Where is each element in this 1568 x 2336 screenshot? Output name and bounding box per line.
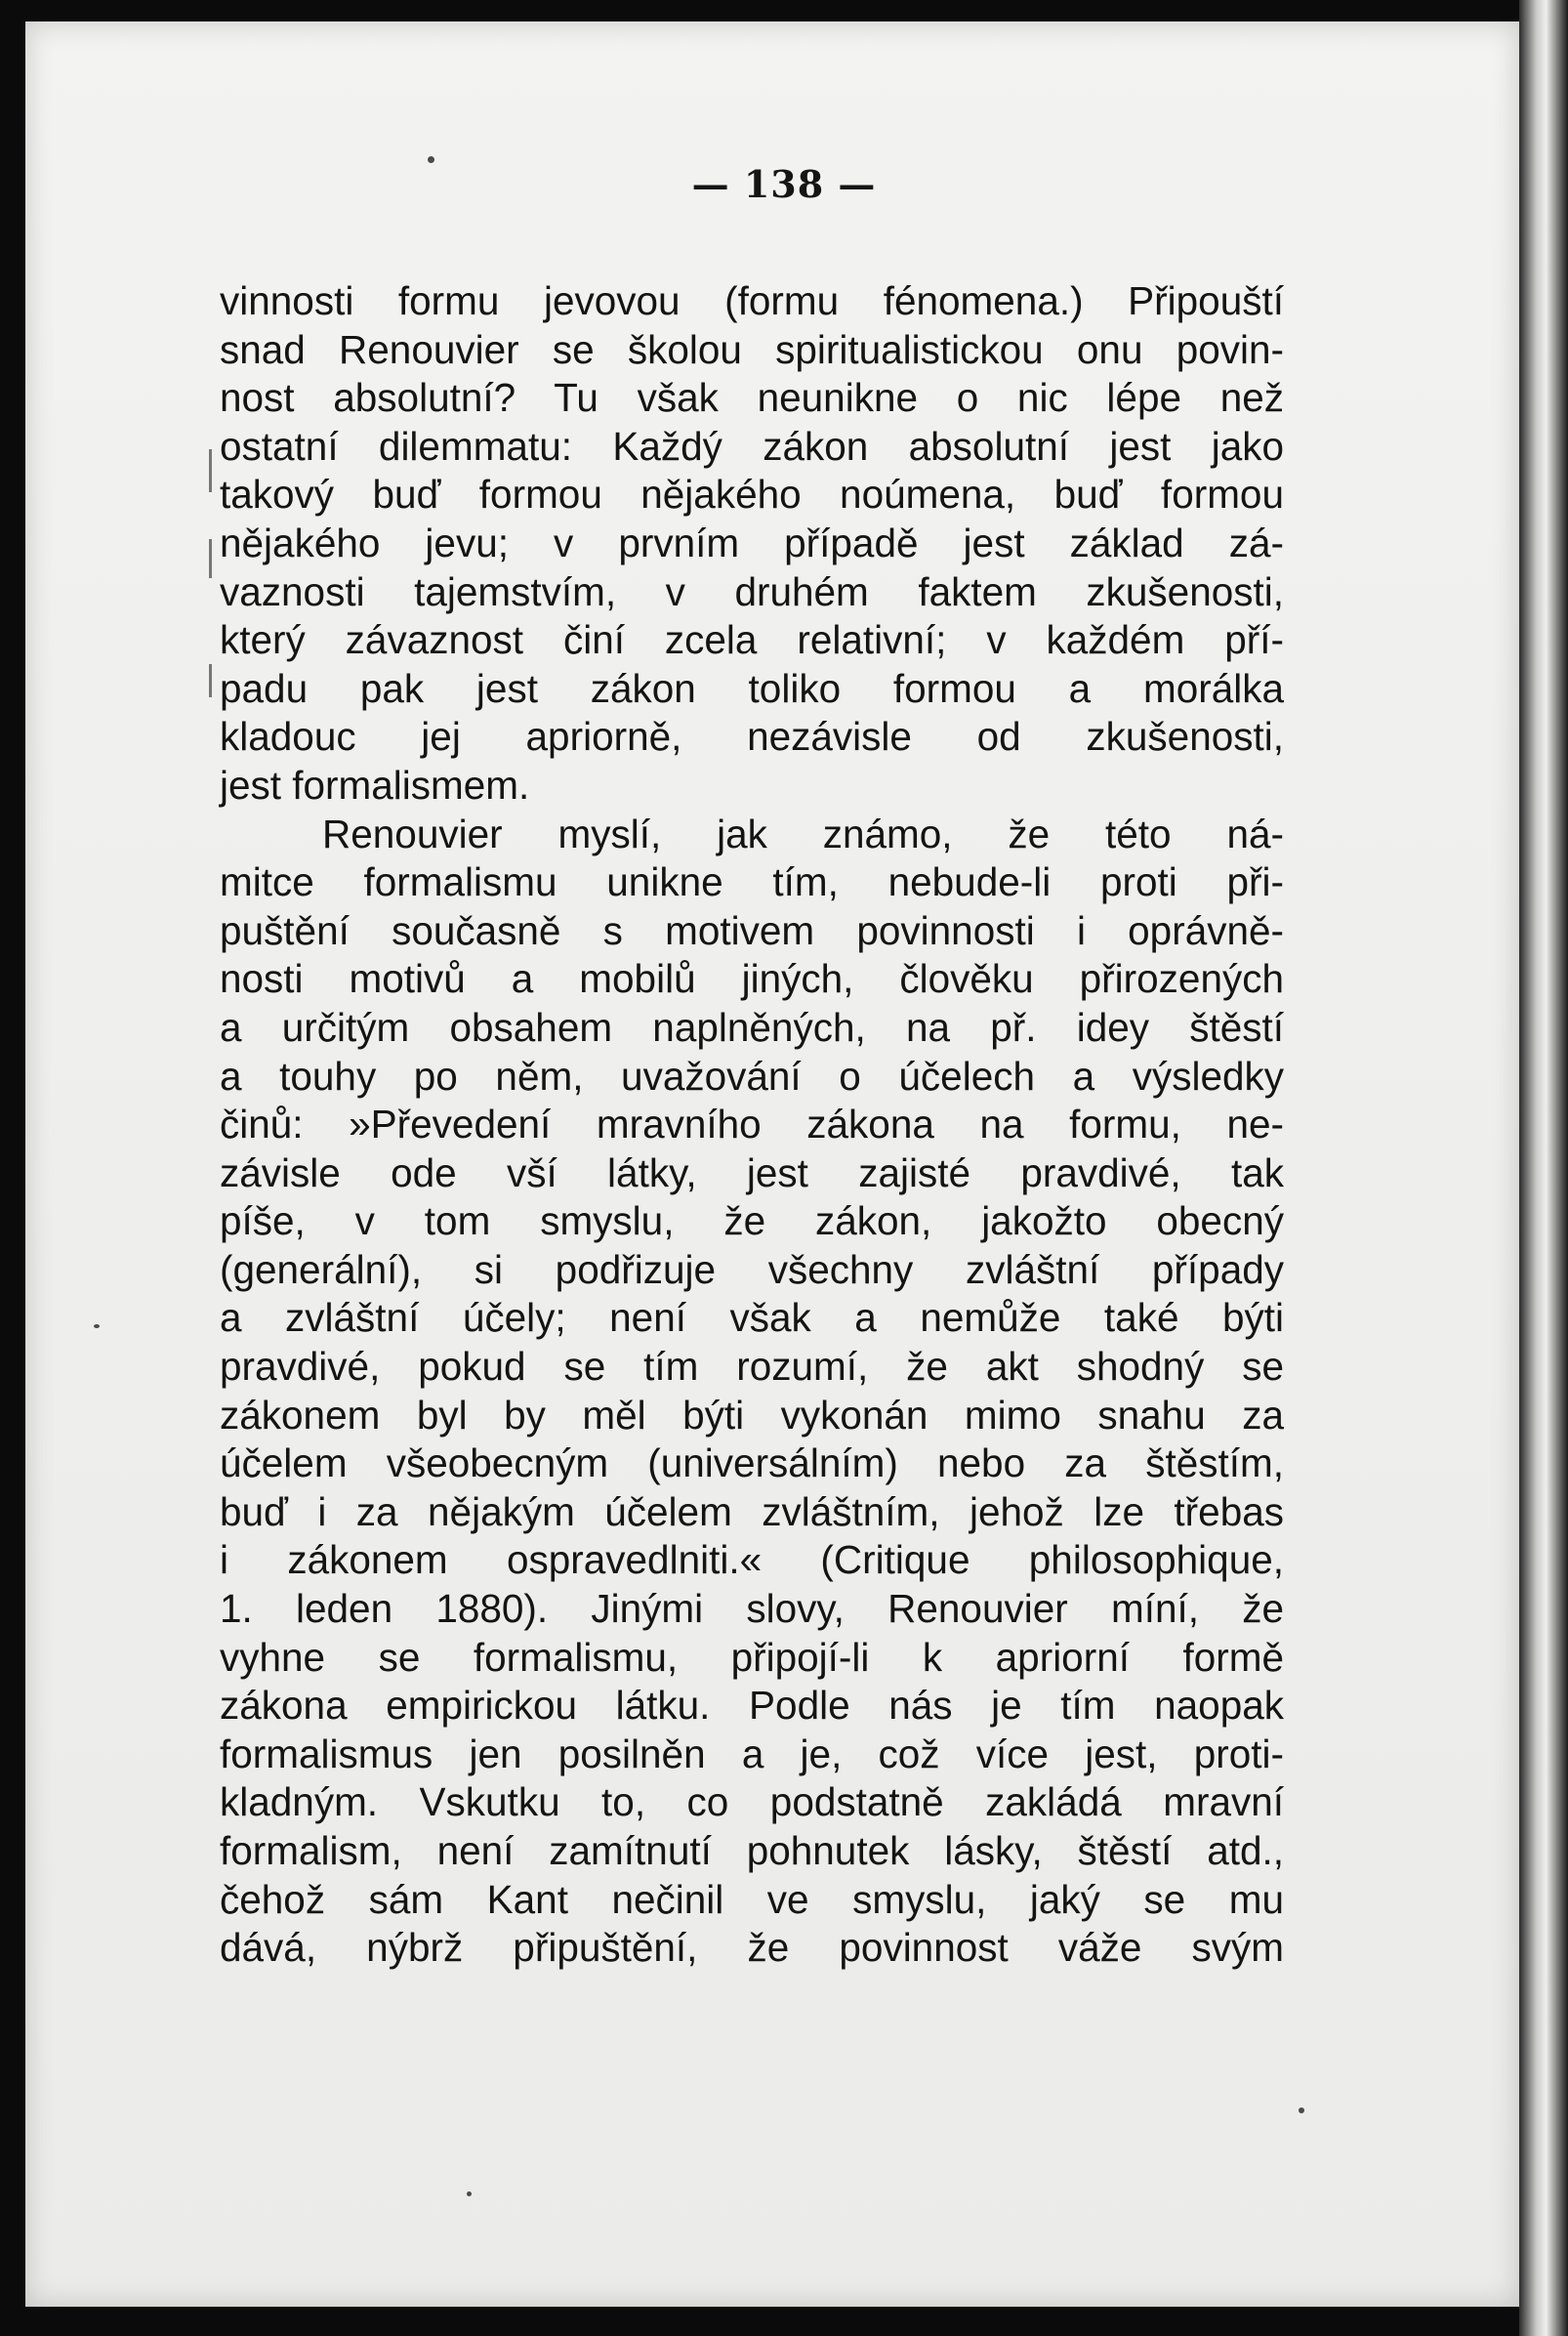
text-line: mitce formalismu unikne tím, nebude-li proti při- (220, 859, 1284, 905)
text-line: dává, nýbrž připuštění, že povinnost váže svým (220, 1925, 1284, 1971)
book-binding-edge (1519, 0, 1568, 2336)
dust-speck (94, 1324, 100, 1328)
body-text (220, 277, 1284, 1973)
text-line: snad Renouvier se školou spiritualistickou onu povin- (220, 326, 1284, 372)
margin-mark (209, 539, 212, 578)
text-line: 1. leden 1880). Jinými slovy, Renouvier míní, že (220, 1586, 1284, 1632)
text-line: buď i za nějakým účelem zvláštním, jehož lze třebas (220, 1488, 1284, 1534)
page-number: — 138 — (691, 162, 877, 206)
text-line: a určitým obsahem naplněných, na př. idey štěstí (220, 1004, 1284, 1050)
text-line: formalism, není zamítnutí pohnutek lásky, štěstí atd., (220, 1828, 1284, 1873)
text-line: Renouvier myslí, jak známo, že této ná- (322, 811, 1284, 856)
text-line: nost absolutní? Tu však neunikne o nic lépe než (220, 375, 1284, 421)
text-line: kladouc jej apriorně, nezávisle od zkušenosti, (220, 714, 1284, 760)
text-line: který závaznost činí zcela relativní; v každém pří- (220, 617, 1284, 663)
dust-speck (467, 2191, 472, 2196)
text-line: zákona empirickou látku. Podle nás je tím naopak (220, 1683, 1284, 1729)
text-line: zákonem byl by měl býti vykonán mimo snahu za (220, 1392, 1284, 1438)
text-line: a touhy po něm, uvažování o účelech a výsledky (220, 1053, 1284, 1099)
text-line: takový buď formou nějakého noúmena, buď formou (220, 472, 1284, 518)
dust-speck (1299, 2107, 1304, 2113)
paragraph-1 (220, 277, 1284, 811)
text-line: vyhne se formalismu, připojí-li k apriorní formě (220, 1634, 1284, 1680)
text-line: puštění současně s motivem povinnosti i oprávně- (220, 907, 1284, 953)
text-line: a zvláštní účely; není však a nemůže také býti (220, 1295, 1284, 1341)
text-line: účelem všeobecným (universálním) nebo za štěstím, (220, 1440, 1284, 1486)
text-line: kladným. Vskutku to, co podstatně zakládá mravní (220, 1779, 1284, 1825)
text-line: činů: »Převedení mravního zákona na formu, ne- (220, 1102, 1284, 1147)
text-line: vaznosti tajemstvím, v druhém faktem zkušenosti, (220, 568, 1284, 614)
text-line: čehož sám Kant nečinil ve smyslu, jaký se mu (220, 1876, 1284, 1922)
text-line: formalismus jen posilněn a je, což více jest, proti- (220, 1731, 1284, 1776)
text-line: ostatní dilemmatu: Každý zákon absolutní jest jako (220, 423, 1284, 469)
margin-mark (209, 449, 212, 492)
text-line: pravdivé, pokud se tím rozumí, že akt shodný se (220, 1344, 1284, 1390)
text-line: píše, v tom smyslu, že zákon, jakožto obecný (220, 1198, 1284, 1244)
text-line: vinnosti formu jevovou (formu fénomena.) Připouští (220, 278, 1284, 323)
margin-mark (209, 664, 212, 697)
text-line: nosti motivů a mobilů jiných, člověku přirozených (220, 956, 1284, 1002)
text-line: jest formalismem. (220, 762, 530, 808)
text-line: padu pak jest zákon toliko formou a morálka (220, 665, 1284, 711)
text-line: závisle ode vší látky, jest zajisté pravdivé, tak (220, 1149, 1284, 1195)
text-line: nějakého jevu; v prvním případě jest základ zá- (220, 520, 1284, 565)
paragraph-2 (220, 811, 1284, 1973)
text-line: i zákonem ospravedlniti.« (Critique philosophique, (220, 1537, 1284, 1583)
text-line: (generální), si podřizuje všechny zvláštní případy (220, 1246, 1284, 1292)
